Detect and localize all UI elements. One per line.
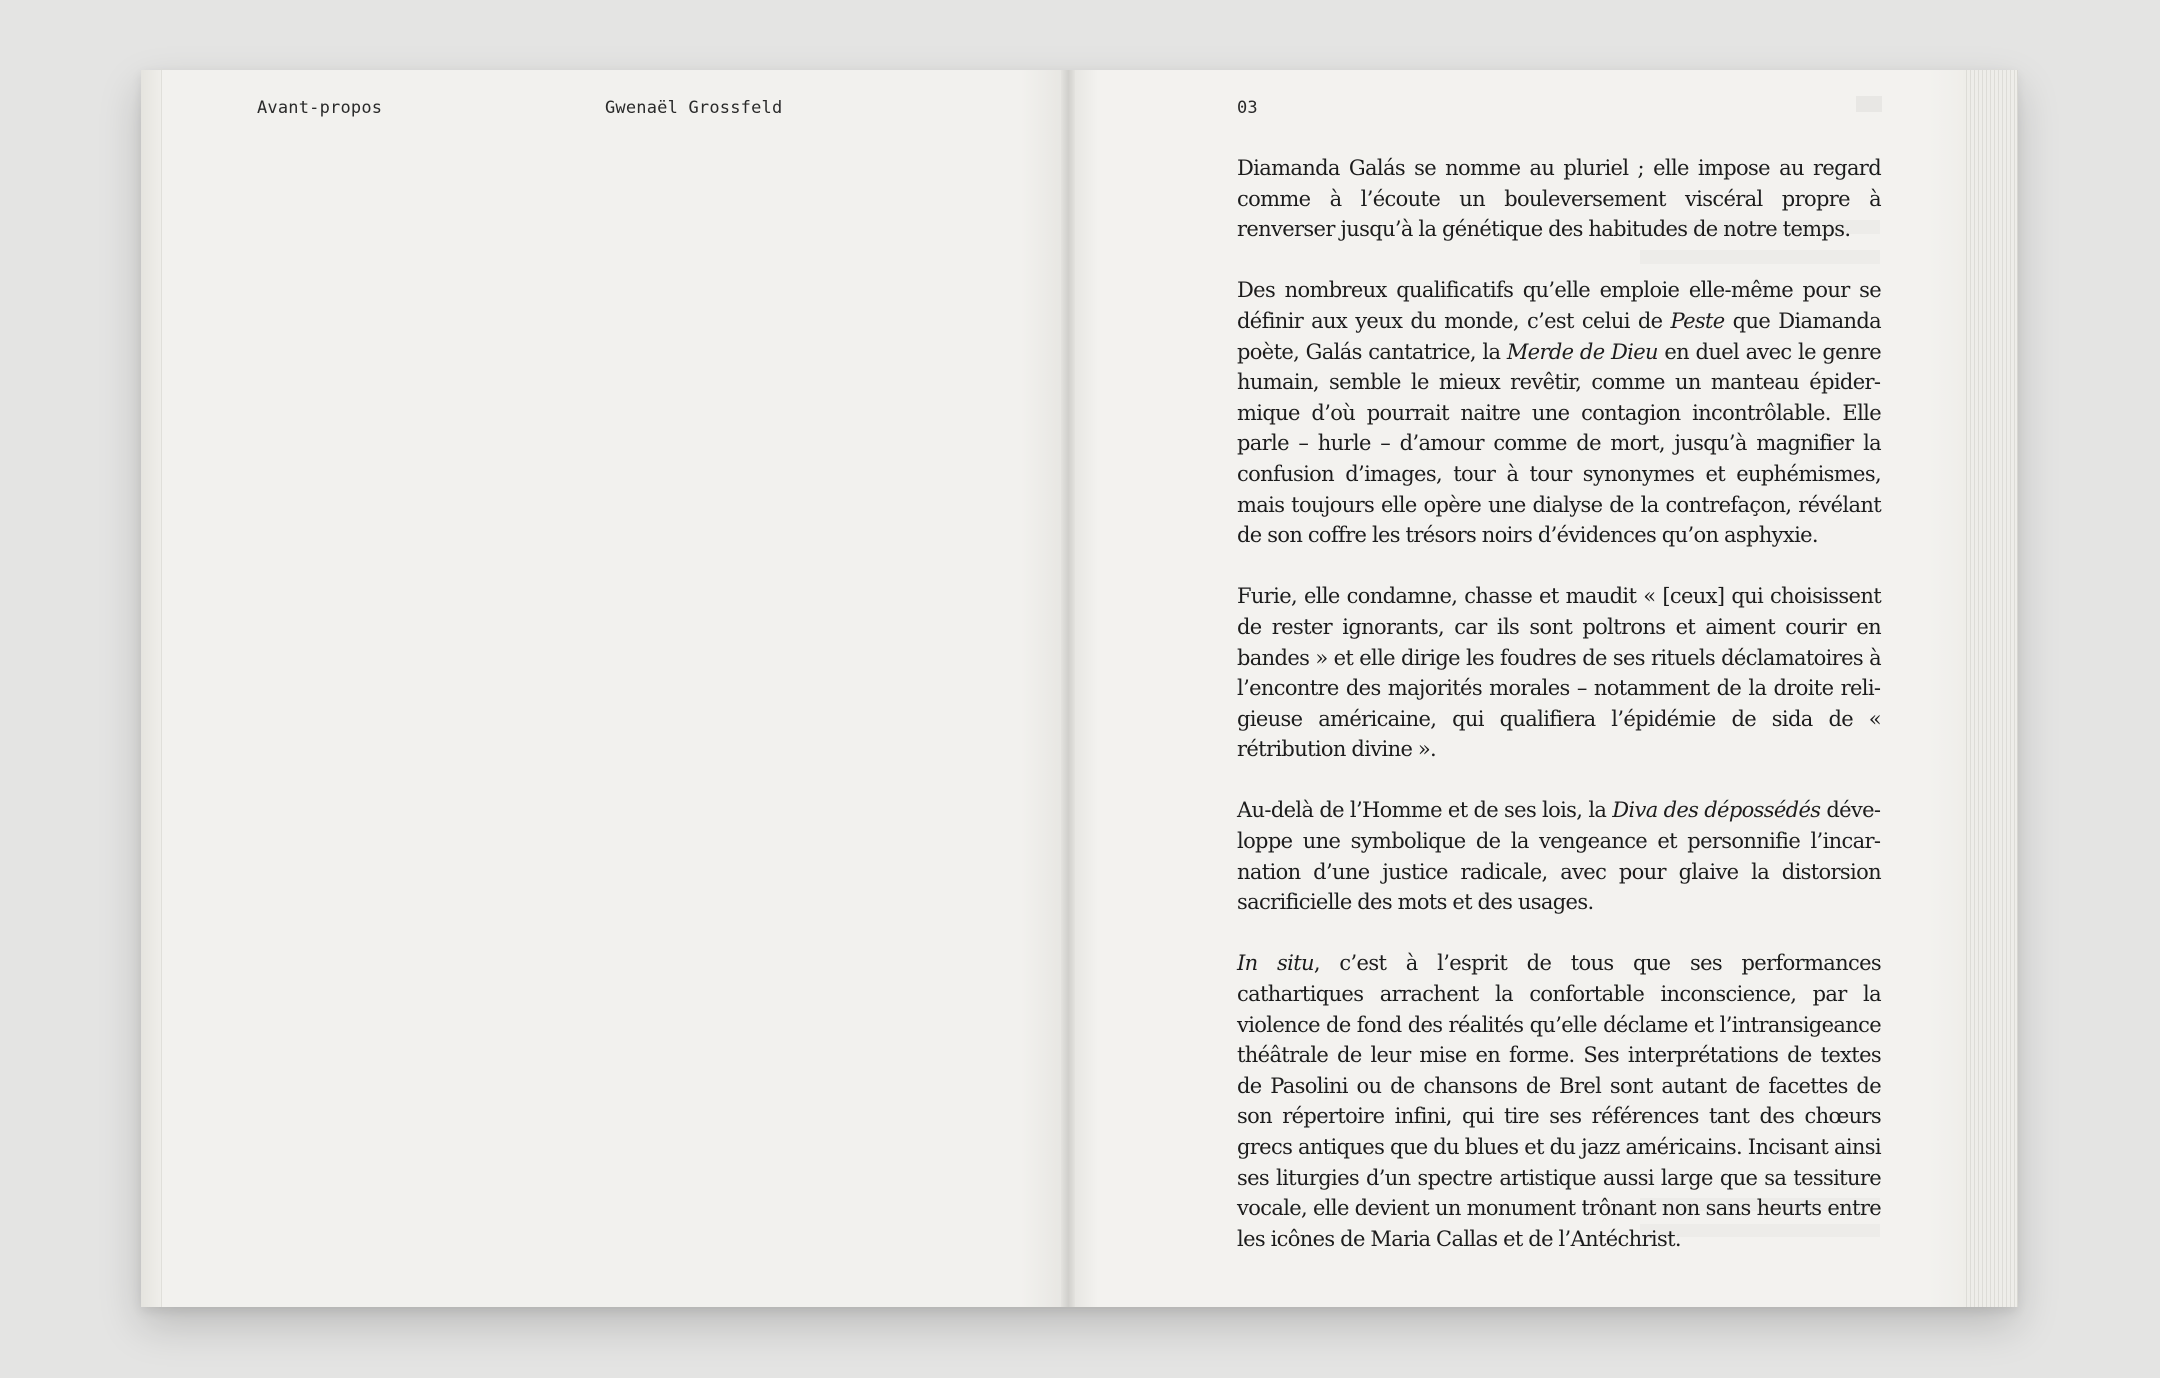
paragraph-text: Au-delà de l’Homme et de ses lois, la (1237, 798, 1613, 823)
paragraph-text: Diamanda Galás se nomme au pluriel ; elle impose au regard comme à l’écoute un bouleversement viscéral propre à renverser jusqu’à la génétique des habitudes de notre temps. (1237, 156, 1881, 242)
show-through-page-number (1856, 96, 1882, 112)
running-head-author: Gwenaël Grossfeld (605, 98, 783, 118)
italic-text: In situ (1237, 951, 1314, 976)
paragraph (1237, 948, 1881, 1254)
body-text (1237, 153, 1881, 1285)
paragraph (1237, 795, 1881, 917)
paragraph-text: que Diamanda poète, Galás cantatrice, la (1237, 308, 1881, 364)
paragraph-text: en duel avec le genre humain, semble le mieux revêtir, comme un manteau épidermique d’où pourrait naitre une contagion incontrôlable. Elle parle – hurle – d’amour comme de mort, jusqu’à magnifier la confusion d’images, tour à tour synonymes et euphémismes, mais toujours elle opère une dialyse de la contrefaçon, révélant de son coffre les trésors noirs d’évidences qu’on asphyxie. (1237, 339, 1881, 548)
paragraph-text: Des nombreux qualificatifs qu’elle emploie elle-même pour se définir aux yeux du monde, c’est celui de (1237, 278, 1881, 333)
page-number: 03 (1237, 98, 1258, 118)
book-gutter (1061, 70, 1075, 1307)
paragraph-text: développe une symbolique de la vengeance et personnifie l’incarnation d’une justice radicale, avec pour glaive la distorsion sacrificielle des mots et des usages. (1237, 798, 1882, 915)
italic-text: Diva des dépossédés (1612, 798, 1821, 823)
italic-text: Peste (1670, 308, 1725, 333)
page-edges-stack (1963, 70, 2018, 1307)
paragraph (1237, 275, 1881, 550)
paragraph-text: , c’est à l’esprit de tous que ses performances cathartiques arrachent la confortable inconscience, par la violence de fond des réalités qu’elle déclame et l’intransigeance théâtrale de leur mise en forme. Ses interprétations de textes de Pasolini ou de chansons de Brel sont autant de facettes de son répertoire infini, qui tire ses références tant des chœurs grecs antiques que du blues et du jazz américains. Incisant ainsi ses liturgies d’un spectre artistique aussi large que sa tessiture vocale, elle devient un monument trônant non sans heurts entre les icônes de Maria Callas et de l’Antéchrist. (1237, 951, 1881, 1251)
paragraph-text: Furie, elle condamne, chasse et maudit « [ceux] qui choisissent de rester ignorants, car ils sont poltrons et aiment courir en bandes » et elle dirige les foudres de ses rituels déclamatoires à l’encontre des majorités morales – notamment de la droite religieuse américaine, qui qualifiera l’épidémie de sida de « rétribution divine ». (1237, 584, 1881, 762)
running-head-section: Avant-propos (257, 98, 383, 118)
left-page (141, 70, 1068, 1307)
italic-text: Merde de Dieu (1506, 339, 1658, 364)
left-page-edge (141, 70, 162, 1307)
paragraph (1237, 581, 1881, 765)
paragraph (1237, 153, 1881, 245)
